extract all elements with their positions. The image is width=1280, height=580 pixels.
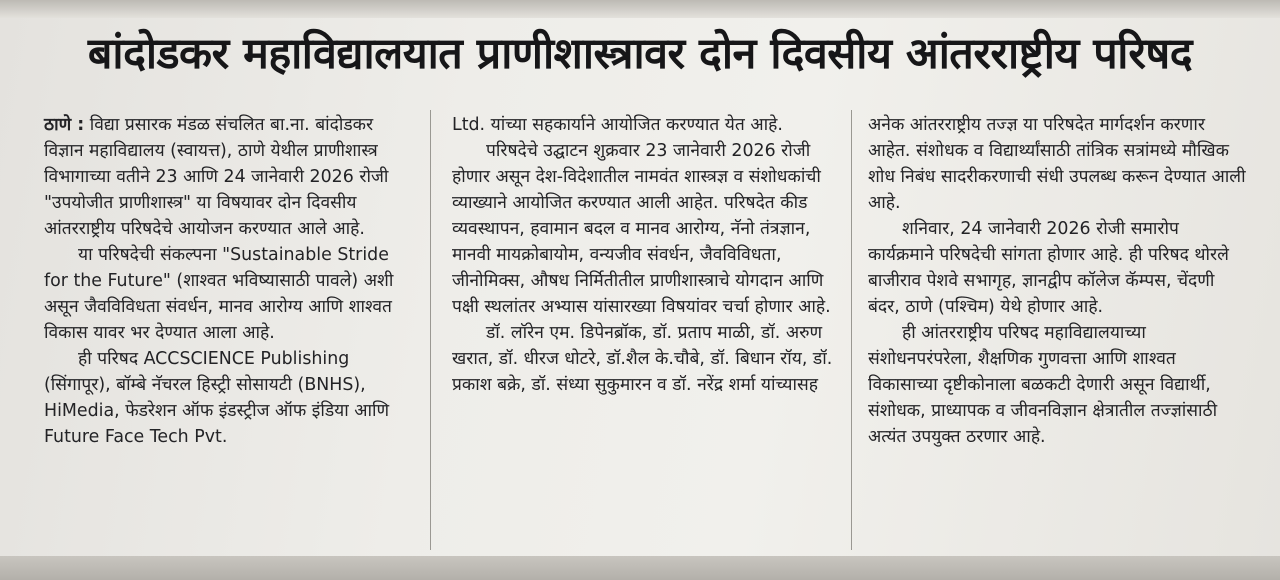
paragraph: Ltd. यांच्या सहकार्याने आयोजित करण्यात येत आहे.	[452, 115, 783, 135]
paragraph: या परिषदेची संकल्पना "Sustainable Stride for the Future" (शाश्वत भविष्यासाठी पावले) अशी असून जैवविविधता संवर्धन, मानव आरोग्य आणि शाश्वत विकास यावर भर देण्यात आला आहे.	[44, 245, 394, 343]
article-column-2	[452, 112, 837, 398]
article-headline: बांदोडकर महाविद्यालयात प्राणीशास्त्रावर दोन दिवसीय आंतरराष्ट्रीय परिषद	[87, 29, 1193, 79]
paragraph: शनिवार, 24 जानेवारी 2026 रोजी समारोप कार्यक्रमाने परिषदेची सांगता होणार आहे. ही परिषद थोरले बाजीराव पेशवे सभागृह, ज्ञानद्वीप कॉलेज कॅम्पस, चेंदणी बंदर, ठाणे (पश्चिम) येथे होणार आहे.	[868, 219, 1229, 317]
article-column-3	[868, 112, 1248, 450]
column-divider	[851, 110, 852, 550]
article-column-1	[44, 112, 414, 450]
page-edge-bottom	[0, 556, 1280, 580]
paragraph: परिषदेचे उद्घाटन शुक्रवार 23 जानेवारी 2026 रोजी होणार असून देश-विदेशातील नामवंत शास्त्रज्ञ व संशोधकांची व्याख्याने आयोजित करण्यात आली आहेत. परिषदेत कीड व्यवस्थापन, हवामान बदल व मानव आरोग्य, नॅनो तंत्रज्ञान, मानवी मायक्रोबायोम, वन्यजीव संवर्धन, जैवविविधता, जीनोमिक्स, औषध निर्मितीतील प्राणीशास्त्राचे योगदान आणि पक्षी स्थलांतर अभ्यास यांसारख्या विषयांवर चर्चा होणार आहे.	[452, 141, 831, 317]
paragraph: डॉ. लॉरेन एम. डिपेनब्रॉक, डॉ. प्रताप माळी, डॉ. अरुण खरात, डॉ. धीरज धोटरे, डॉ.शैल के.चौबे, डॉ. बिधान रॉय, डॉ. प्रकाश बक्रे, डॉ. संध्या सुकुमारन व डॉ. नरेंद्र शर्मा यांच्यासह	[452, 323, 833, 395]
paragraph: अनेक आंतरराष्ट्रीय तज्ज्ञ या परिषदेत मार्गदर्शन करणार आहेत. संशोधक व विद्यार्थ्यांसाठी तांत्रिक सत्रांमध्ये मौखिक शोध निबंध सादरीकरणाची संधी उपलब्ध करून देण्यात आली आहे.	[868, 115, 1246, 213]
paragraph: ही आंतरराष्ट्रीय परिषद महाविद्यालयाच्या संशोधनपरंपरेला, शैक्षणिक गुणवत्ता आणि शाश्वत विकासाच्या दृष्टीकोनाला बळकटी देणारी असून विद्यार्थी, संशोधक, प्राध्यापक व जीवनविज्ञान क्षेत्रातील तज्ज्ञांसाठी अत्यंत उपयुक्त ठरणार आहे.	[868, 323, 1218, 447]
dateline: ठाणे :	[44, 115, 85, 135]
paragraph-text: विद्या प्रसारक मंडळ संचलित बा.ना. बांदोडकर विज्ञान महाविद्यालय (स्वायत्त), ठाणे येथील प्राणीशास्त्र विभागाच्या वतीने 23 आणि 24 जानेवारी 2026 रोजी "उपयोजीत प्राणीशास्त्र" या विषयावर दोन दिवसीय आंतरराष्ट्रीय परिषदेचे आयोजन करण्यात आले आहे.	[44, 115, 389, 239]
paragraph: ही परिषद ACCSCIENCE Publishing (सिंगापूर), बॉम्बे नॅचरल हिस्ट्री सोसायटी (BNHS), HiMedia, फेडरेशन ऑफ इंडस्ट्रीज ऑफ इंडिया आणि Future Face Tech Pvt.	[44, 349, 390, 447]
column-divider	[430, 110, 431, 550]
page-edge-top	[0, 0, 1280, 18]
paragraph	[44, 112, 414, 242]
